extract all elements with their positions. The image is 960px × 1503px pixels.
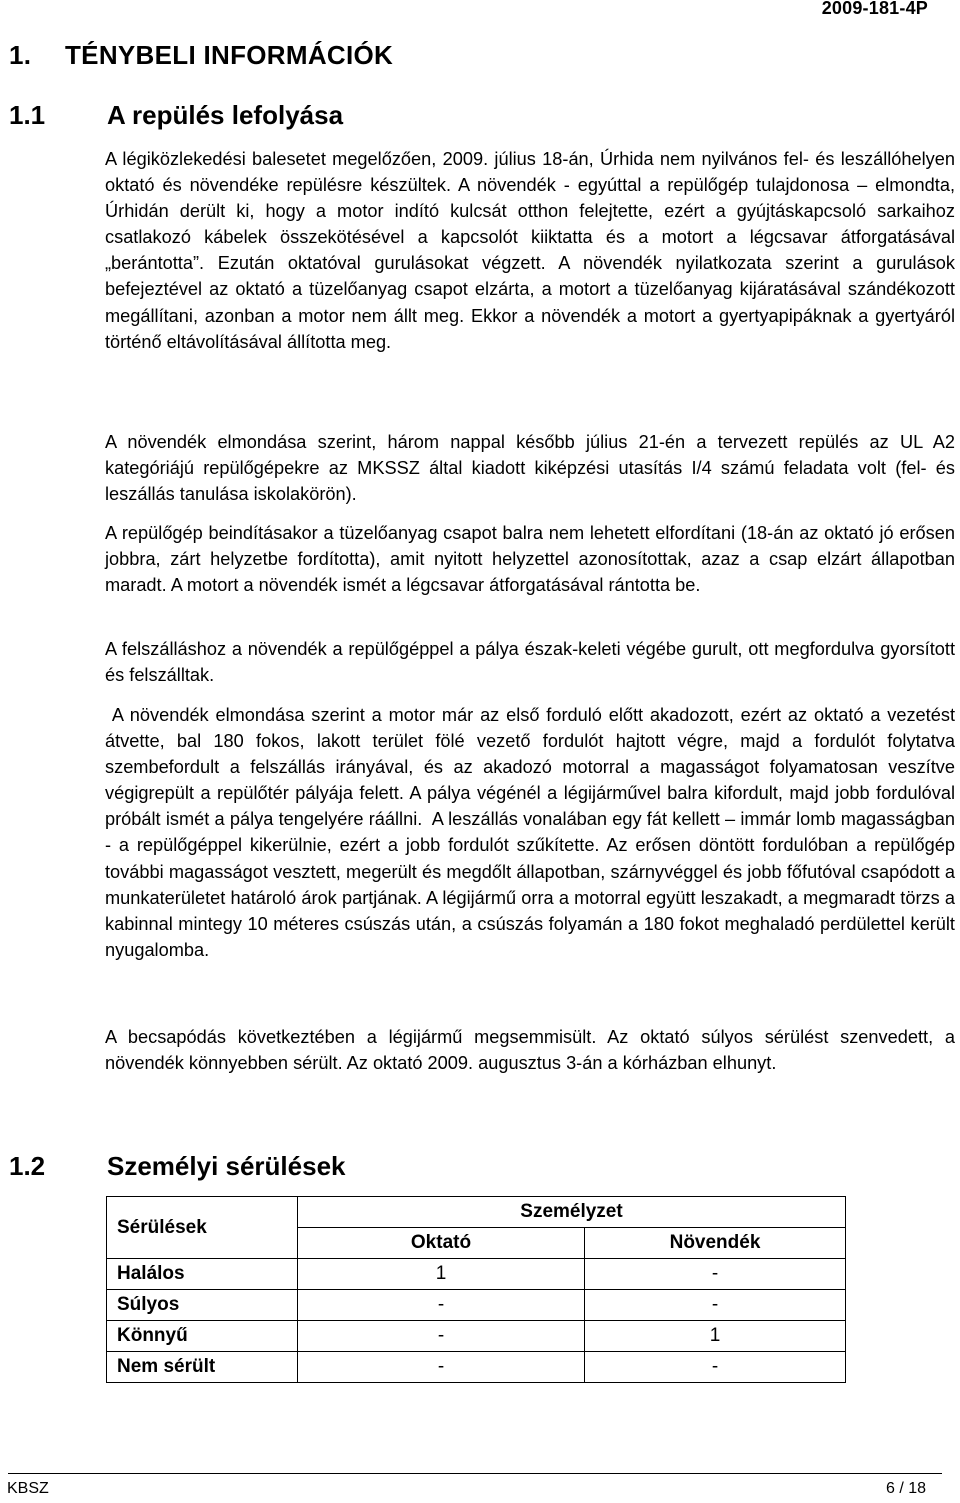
subsection-heading-flight	[9, 100, 343, 131]
col-header-oktato: Oktató	[298, 1228, 585, 1259]
table-row	[107, 1352, 846, 1383]
paragraph-4: A felszálláshoz a növendék a repülőgéppel a pálya észak-keleti végébe gurult, ott megfordulva gyorsított és felszálltak.	[105, 639, 955, 686]
footer-divider	[8, 1473, 942, 1474]
section-number: 1.	[9, 40, 32, 70]
section-heading	[9, 40, 393, 71]
col-header-novendek: Növendék	[585, 1228, 846, 1259]
cell-oktato: -	[298, 1321, 585, 1352]
paragraph-6: A becsapódás következtében a légijármű megsemmisült. Az oktató súlyos sérülést szenvedett, a növendék könnyebben sérült. Az oktató 2009. augusztus 3-án a kórházban elhunyt.	[105, 1027, 955, 1074]
cell-novendek: 1	[585, 1321, 846, 1352]
section-title: TÉNYBELI INFORMÁCIÓK	[65, 40, 394, 70]
cell-novendek: -	[585, 1259, 846, 1290]
paragraph-5: A növendék elmondása szerint a motor már az első forduló előtt akadozott, ezért az oktató a vezetést átvette, bal 180 fokos, lakott terület fölé vezető fordulót hajtott végre, majd a fordulót folytatva szembefordult a felszállás irányával, és az akadozó motorral a magasságot folyamatosan veszítve végigrepült a repülőtér pályája felett. A pálya végénél a légijárművel balra kifordult, majd jobb fordulóval próbált ismét a pálya tengelyére ráállni. A leszállás vonalában egy fát kellett ‒ immár lomb magasságban - a repülőgéppel kikerülnie, ezért a jobb fordulót szűkítette. Az erősen döntött fordulóban a repülőgép további magasságot vesztett, megerült és megdőlt állapotban, szárnyvéggel és jobb főfutóval csapódott a munkaterületet határoló árok partjának. A légijármű orra a motorral együtt leszakadt, a megmaradt törzs a kabinnal mintegy 10 méteres csúszás után, a csúszás folyamán a 180 fokot meghaladó perdülettel került nyugalomba.	[105, 705, 960, 960]
table-row	[107, 1259, 846, 1290]
cell-oktato: -	[298, 1290, 585, 1321]
cell-novendek: -	[585, 1290, 846, 1321]
footer-organization: KBSZ	[7, 1480, 49, 1497]
subsection-heading-injuries	[9, 1151, 346, 1182]
group-header-cell: Személyzet	[298, 1197, 846, 1228]
row-label: Könnyű	[107, 1321, 298, 1352]
table-header-row	[107, 1197, 846, 1228]
table-row	[107, 1321, 846, 1352]
subsection-number: 1.2	[9, 1151, 46, 1181]
injury-table	[106, 1196, 846, 1383]
subsection-title: Személyi sérülések	[107, 1151, 346, 1181]
paragraph-1: A légiközlekedési balesetet megelőzően, 2009. július 18-án, Úrhida nem nyilvános fel- és leszállóhelyen oktató és növendéke repülésre készültek. A növendék - egyúttal a repülőgép tulajdonosa ‒ elmondta, Úrhidán derült ki, hogy a motor indító kulcsát otthon felejtette, ezért a gyújtáskapcsoló sarkaihoz csatlakozó kábelek összekötésével a kapcsolót kiiktatta és a motort a légcsavar átforgatásával „berántotta”. Ezután oktatóval gurulásokat végzett. A növendék nyilatkozata szerint a gurulások befejeztével az oktató a tüzelőanyag csapot elzárta, a motort a tüzelőanyag kijáratásával szándékozott megállítani, azonban a motor nem állt meg. Ekkor a növendék a motort a gyertyapipáknak a gyertyáról történő eltávolításával állította meg.	[105, 149, 955, 352]
subsection-title: A repülés lefolyása	[107, 100, 344, 130]
row-label: Halálos	[107, 1259, 298, 1290]
row-header-cell: Sérülések	[107, 1197, 298, 1259]
document-code: 2009-181-4P	[821, 0, 928, 18]
subsection-number: 1.1	[9, 100, 46, 130]
footer-page-number: 6 / 18	[885, 1480, 926, 1497]
row-label: Nem sérült	[107, 1352, 298, 1383]
table-row	[107, 1290, 846, 1321]
cell-novendek: -	[585, 1352, 846, 1383]
paragraph-2: A növendék elmondása szerint, három nappal később július 21-én a tervezett repülés az UL A2 kategóriájú repülőgépekre az MKSSZ által kiadott kiképzési utasítás I/4 számú feladata volt (fel- és leszállás tanulása iskolakörön).	[105, 432, 955, 505]
cell-oktato: -	[298, 1352, 585, 1383]
row-label: Súlyos	[107, 1290, 298, 1321]
paragraph-3: A repülőgép beindításakor a tüzelőanyag csapot balra nem lehetett elfordítani (18-án az oktató jó erősen jobbra, zárt helyzetbe fordította), amit nyitott helyzettel azonosítottak, azaz a csap elzárt állapotban maradt. A motort a növendék ismét a légcsavar átforgatásával rántotta be.	[105, 523, 955, 596]
cell-oktato: 1	[298, 1259, 585, 1290]
